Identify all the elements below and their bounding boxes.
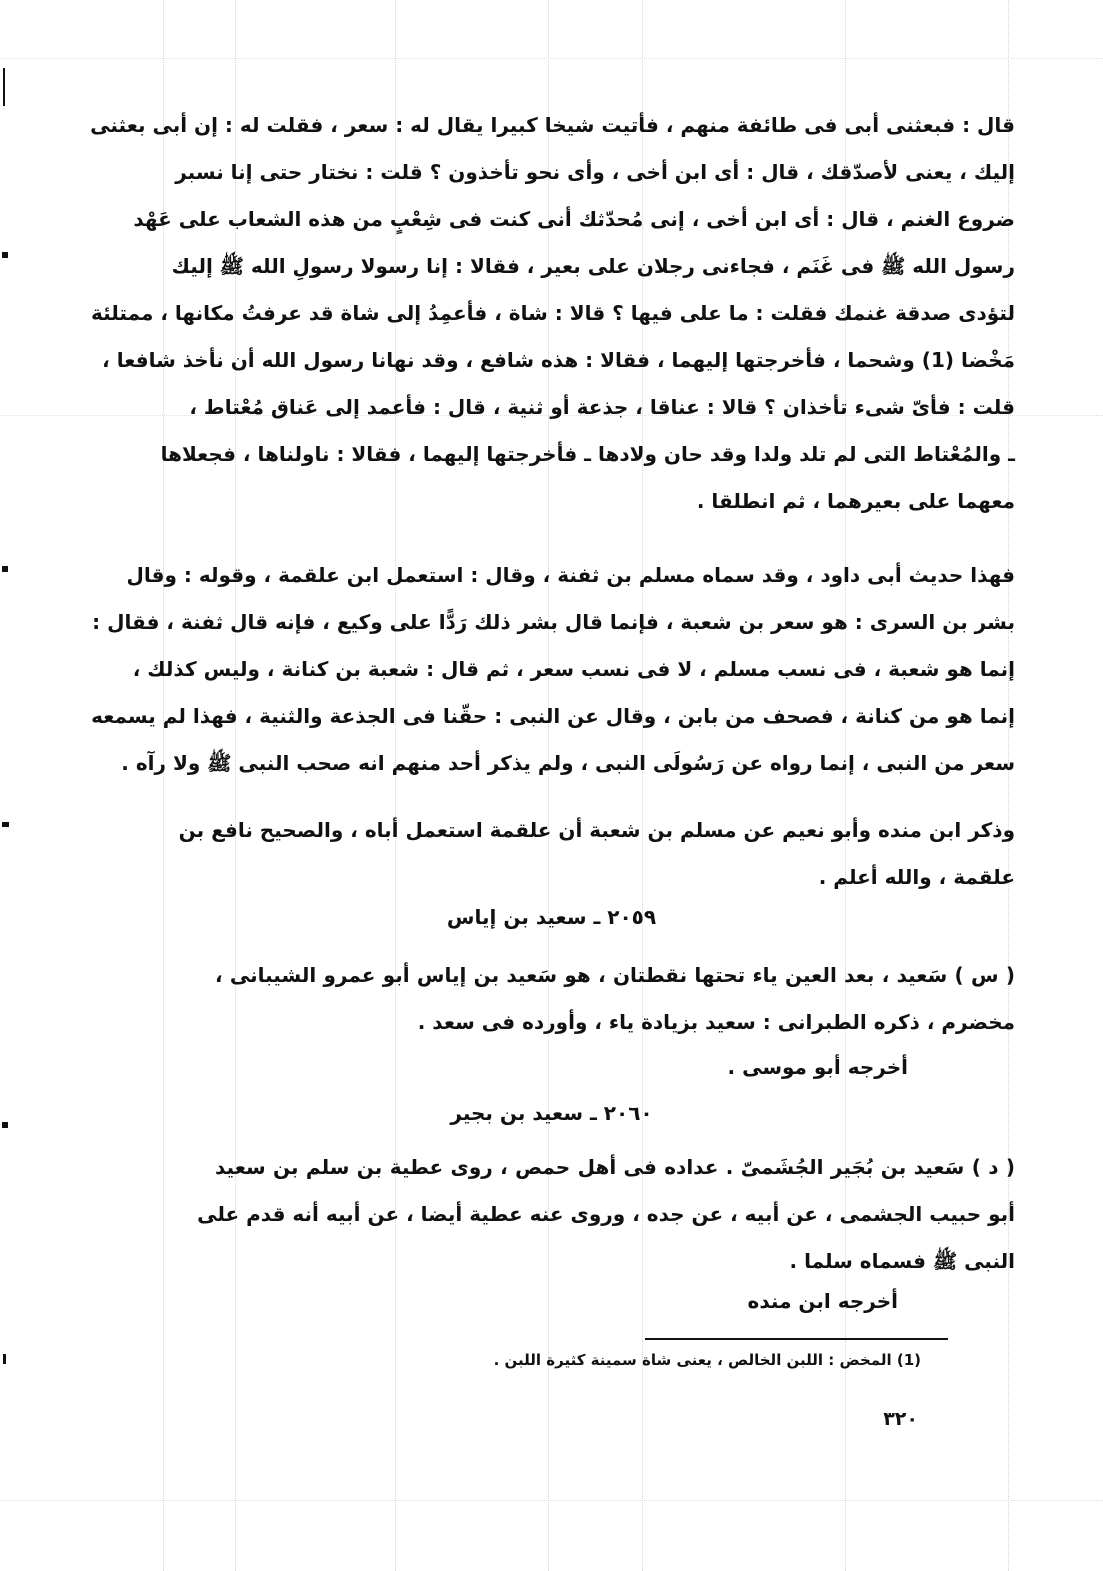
text-line: إليك ، يعنى لأصدّقك ، قال : أى ابن أخى ، وأى نحو تأخذون ؟ قلت : نختار حتى إنا نسبر (175, 160, 1015, 184)
scan-guide-line (0, 58, 1103, 59)
scan-guide-line (0, 1500, 1103, 1501)
page-number: ٣٢٠ (883, 1408, 918, 1430)
entry-heading: ٢٠٦٠ ـ سعيد بن بجير (450, 1101, 653, 1125)
text-line: وذكر ابن منده وأبو نعيم عن مسلم بن شعبة أن علقمة استعمل أباه ، والصحيح نافع بن (178, 818, 1015, 842)
entry-heading: ٢٠٥٩ ـ سعيد بن إياس (446, 905, 657, 929)
text-line: لتؤدى صدقة غنمك فقلت : ما على فيها ؟ قالا : شاة ، فأعمِدُ إلى شاة قد عرفتُ مكانها ، ممتلئة (90, 301, 1015, 325)
text-line: إنما هو شعبة ، فى نسب مسلم ، لا فى نسب سعر ، ثم قال : شعبة بن كنانة ، وليس كذلك ، (132, 657, 1015, 681)
text-line: علقمة ، والله أعلم . (818, 865, 1015, 889)
text-line: ـ والمُعْتاط التى لم تلد ولدا وقد حان ولادها ـ فأخرجتها إليهما ، فقالا : ناولناها ، فجعلاها (160, 442, 1015, 466)
source-line: أخرجه ابن منده (747, 1289, 898, 1313)
text-line: مخضرم ، ذكره الطبرانى : سعيد بزيادة ياء ، وأورده فى سعد . (417, 1010, 1015, 1034)
text-line: مَخْضا (1) وشحما ، فأخرجتها إليهما ، فقالا : هذه شافع ، وقد نهانا رسول الله أن نأخذ شافعا ، (102, 348, 1015, 372)
text-line: أبو حبيب الجشمى ، عن أبيه ، عن جده ، وروى عنه عطية أيضا ، عن أبيه أنه قدم على (197, 1202, 1015, 1226)
text-line: سعر من النبى ، إنما رواه عن رَسُولَى النبى ، ولم يذكر أحد منهم انه صحب النبى ﷺ ولا رآه . (121, 751, 1015, 775)
text-line: إنما هو من كنانة ، فصحف من بابن ، وقال عن النبى : حقّنا فى الجذعة والثنية ، فهذا لم يسمعه (91, 704, 1015, 728)
footnote: (1) المخض : اللبن الخالص ، يعنى شاة سمينة كثيرة اللبن . (493, 1351, 921, 1369)
footnote-separator (645, 1338, 948, 1340)
margin-dot (2, 822, 9, 827)
margin-dot (3, 1354, 6, 1364)
text-line: قلت : فأىّ شىء تأخذان ؟ قالا : عناقا ، جذعة أو ثنية ، قال : فأعمد إلى عَناق مُعْتاط ، (189, 395, 1015, 419)
text-line: رسول الله ﷺ فى غَنَم ، فجاءنى رجلان على بعير ، فقالا : إنا رسولا رسولِ الله ﷺ إليك (171, 254, 1015, 278)
text-line: ضروع الغنم ، قال : أى ابن أخى ، إنى مُحدّثك أنى كنت فى شِعْبٍ من هذه الشعاب على عَهْد (133, 207, 1015, 231)
margin-dot (2, 566, 8, 572)
text-line: معهما على بعيرهما ، ثم انطلقا . (696, 489, 1015, 513)
text-line: بشر بن السرى : هو سعر بن شعبة ، فإنما قال بشر ذلك رَدًّا على وكيع ، فإنه قال ثفنة ، فقال : (92, 610, 1015, 634)
entry-source (728, 1055, 908, 1079)
text-line: ( د ) سَعيد بن بُجَير الجُشَمىّ . عداده فى أهل حمص ، روى عطية بن سلم بن سعيد (215, 1155, 1015, 1179)
text-line: ( س ) سَعيد ، بعد العين ياء تحتها نقطتان ، هو سَعيد بن إياس أبو عمرو الشيبانى ، (215, 963, 1015, 987)
margin-bar (3, 68, 5, 106)
text-line: فهذا حديث أبى داود ، وقد سماه مسلم بن ثفنة ، وقال : استعمل ابن علقمة ، وقوله : وقال (126, 563, 1015, 587)
entry-source (748, 1289, 898, 1313)
text-line: قال : فبعثنى أبى فى طائفة منهم ، فأتيت شيخا كبيرا يقال له : سعر ، فقلت له : إن أبى بعثنى (90, 113, 1015, 137)
margin-dot (2, 252, 8, 258)
source-line: أخرجه أبو موسى . (727, 1055, 908, 1079)
text-line: النبى ﷺ فسماه سلما . (789, 1249, 1015, 1273)
